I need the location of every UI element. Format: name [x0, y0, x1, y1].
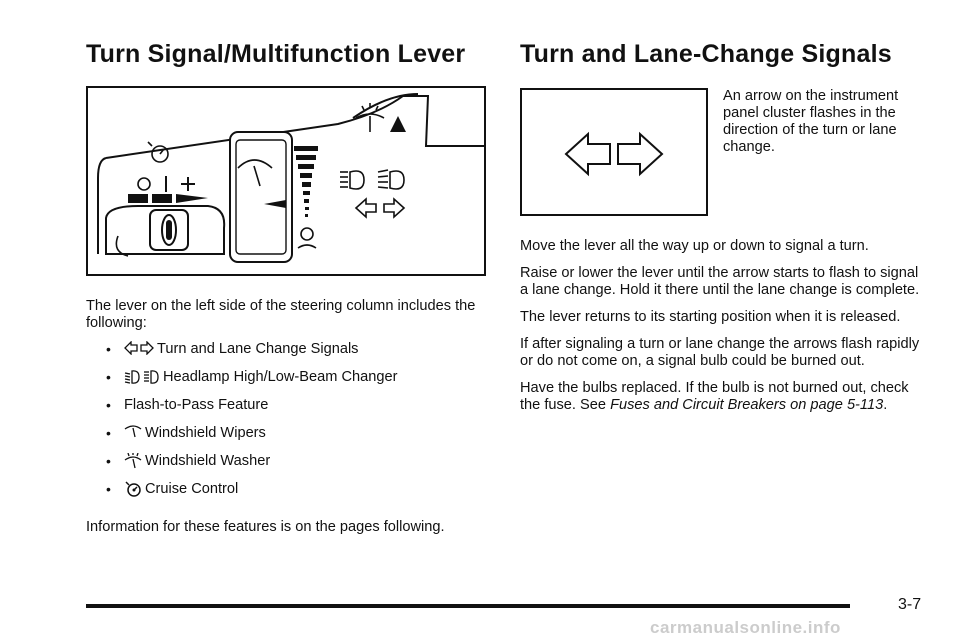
list-item: • Windshield Washer	[106, 453, 271, 469]
left-arrow-icon	[566, 134, 610, 174]
paragraph: Raise or lower the lever until the arrow starts to flash to signal a lane change. Hold it there until the lane change is complete.	[520, 265, 920, 298]
closing-text: Information for these features is on the pages following.	[86, 519, 445, 535]
lever-intro-text: The lever on the left side of the steering column includes the following:	[86, 298, 476, 331]
cruise-control-icon	[124, 481, 142, 497]
turn-signal-instructions	[520, 238, 920, 424]
feature-label: Windshield Wipers	[145, 425, 266, 441]
list-item: • Cruise Control	[106, 481, 239, 497]
indicator-caption	[723, 88, 923, 156]
cross-reference-link[interactable]: Fuses and Circuit Breakers on page 5-113	[610, 397, 884, 413]
feature-label: Cruise Control	[145, 481, 239, 497]
turn-signal-arrows-icon	[124, 341, 154, 355]
feature-label: Headlamp High/Low-Beam Changer	[163, 369, 398, 385]
paragraph: Have the bulbs replaced. If the bulb is not burned out, check the fuse. See Fuses and Circuit Breakers on page 5-113.	[520, 380, 909, 413]
feature-list	[86, 341, 491, 509]
feature-label: Turn and Lane Change Signals	[157, 341, 359, 357]
page-number: 3-7	[898, 596, 922, 613]
right-arrow-icon	[618, 134, 662, 174]
headlamp-beam-icon	[124, 369, 160, 385]
watermark: carmanualsonline.info	[650, 618, 841, 637]
multifunction-lever-illustration	[86, 86, 486, 276]
feature-label: Windshield Washer	[145, 453, 271, 469]
list-item: • Turn and Lane Change Signals	[106, 341, 359, 357]
windshield-wiper-icon	[124, 425, 142, 439]
section-heading-multifunction-lever: Turn Signal/Multifunction Lever	[86, 40, 466, 68]
feature-label: Flash-to-Pass Feature	[124, 397, 269, 413]
list-item: • Windshield Wipers	[106, 425, 266, 441]
right-column	[520, 40, 920, 413]
footer-rule	[86, 604, 850, 608]
paragraph: If after signaling a turn or lane change the arrows flash rapidly or do not come on, a signal bulb could be burned out.	[520, 336, 920, 369]
lever-drawing	[88, 88, 484, 274]
caption-text: An arrow on the instrument panel cluster flashes in the direction of the turn or lane change.	[723, 88, 899, 155]
list-item: • Flash-to-Pass Feature	[106, 397, 269, 413]
list-item: • Headlamp High/Low-Beam Changer	[106, 369, 398, 385]
windshield-washer-icon	[124, 453, 142, 469]
left-column	[86, 40, 491, 546]
turn-arrow-indicator-illustration	[520, 88, 708, 216]
paragraph: Move the lever all the way up or down to signal a turn.	[520, 238, 869, 254]
section-heading-turn-lane-signals: Turn and Lane-Change Signals	[520, 40, 892, 68]
paragraph: The lever returns to its starting position when it is released.	[520, 309, 901, 325]
